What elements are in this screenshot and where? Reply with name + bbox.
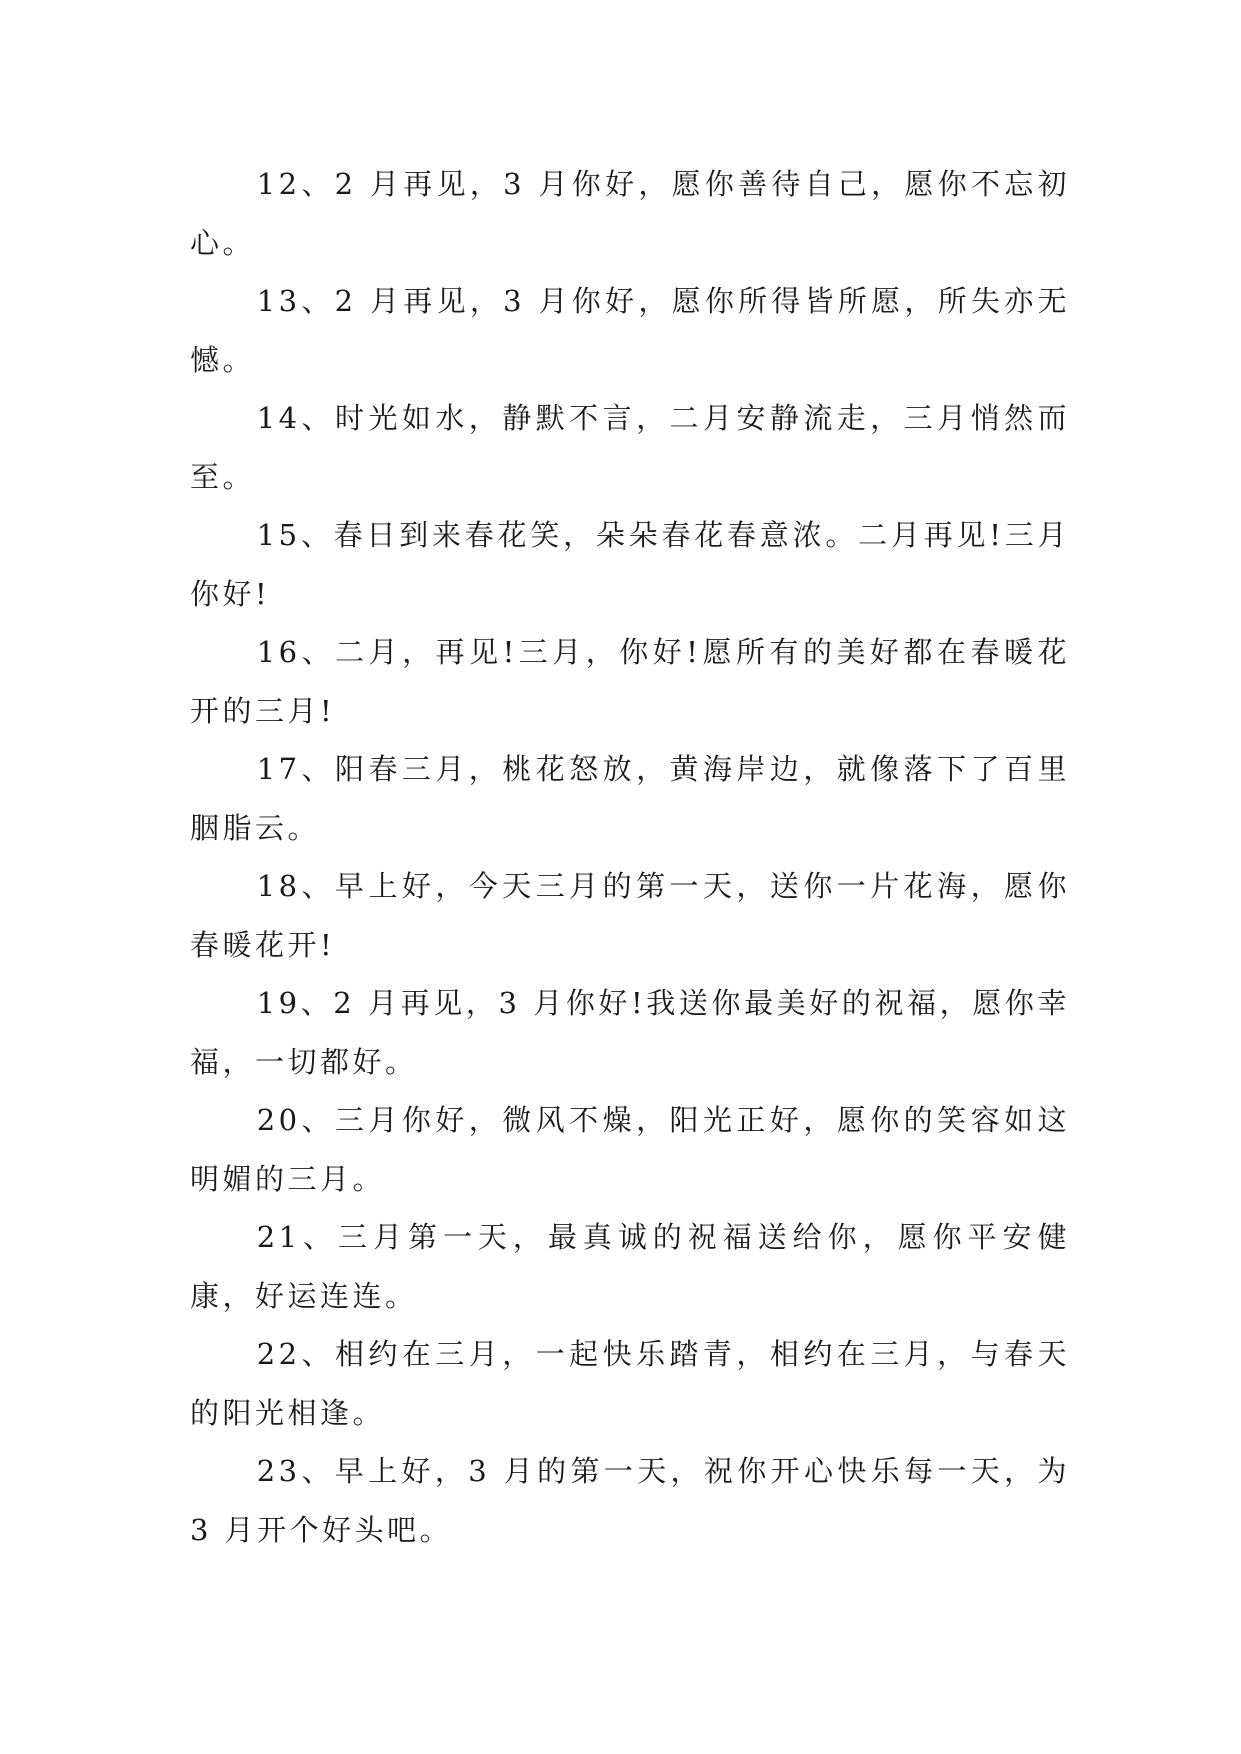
paragraph-14: 14、时光如水，静默不言，二月安静流走，三月悄然而至。 [190,401,1070,494]
paragraph-19: 19、2 月再见，3 月你好!我送你最美好的祝福，愿你幸福，一切都好。 [190,986,1070,1079]
paragraph-17: 17、阳春三月，桃花怒放，黄海岸边，就像落下了百里胭脂云。 [190,752,1070,845]
paragraph-23: 23、早上好，3 月的第一天，祝你开心快乐每一天，为3 月开个好头吧。 [190,1454,1070,1547]
paragraph-12: 12、2 月再见，3 月你好，愿你善待自己，愿你不忘初心。 [190,167,1070,260]
paragraph-15: 15、春日到来春花笑，朵朵春花春意浓。二月再见!三月你好! [190,518,1070,611]
paragraph-22: 22、相约在三月，一起快乐踏青，相约在三月，与春天的阳光相逢。 [190,1337,1070,1430]
paragraph-20: 20、三月你好，微风不燥，阳光正好，愿你的笑容如这明媚的三月。 [190,1103,1070,1196]
document-page [190,155,1070,1559]
paragraph-18: 18、早上好，今天三月的第一天，送你一片花海，愿你春暖花开! [190,869,1070,962]
paragraph-21: 21、三月第一天，最真诚的祝福送给你，愿你平安健康，好运连连。 [190,1220,1070,1313]
paragraph-13: 13、2 月再见，3 月你好，愿你所得皆所愿，所失亦无憾。 [190,284,1070,377]
paragraph-16: 16、二月，再见!三月，你好!愿所有的美好都在春暖花开的三月! [190,635,1070,728]
